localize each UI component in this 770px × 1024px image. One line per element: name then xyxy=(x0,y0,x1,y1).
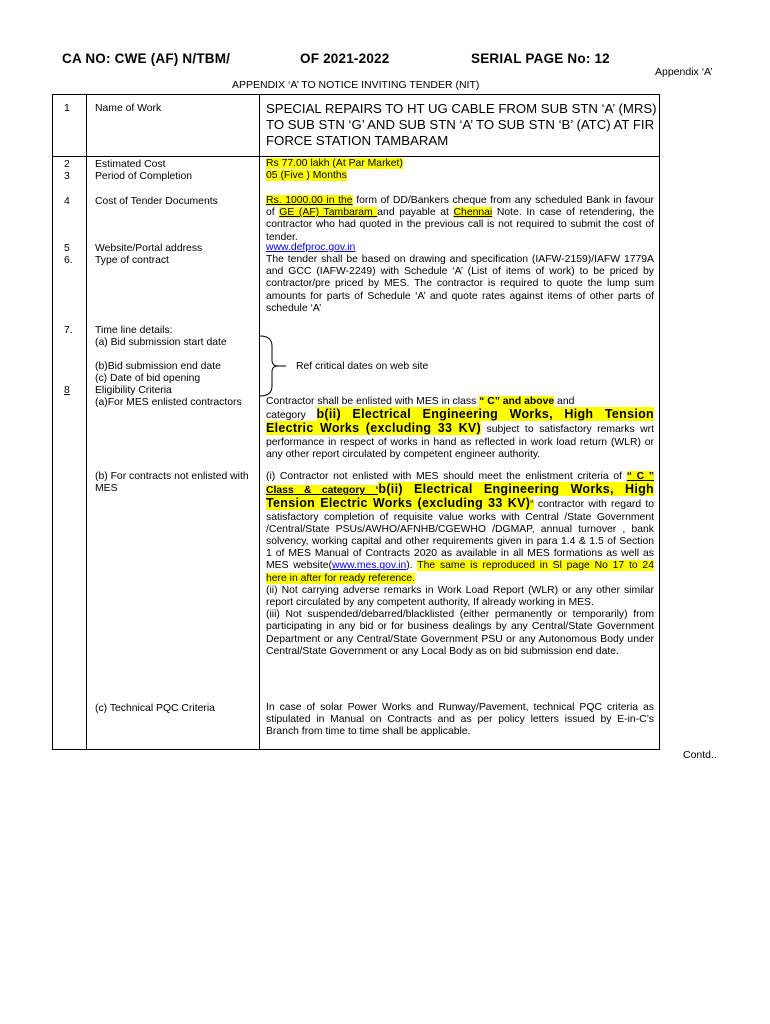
continued-marker: Contd.. xyxy=(683,749,717,761)
quote-mark: “ xyxy=(530,499,534,511)
bid-end-label: (b)Bid submission end date xyxy=(95,361,221,372)
non-mes-label: (b) For contracts not enlisted with MES xyxy=(95,471,249,495)
bid-start-label: (a) Bid submission start date xyxy=(95,337,227,348)
row-label: Eligibility Criteria xyxy=(95,385,172,396)
class-highlight: “ C” and above xyxy=(479,396,555,407)
critical-dates-note: Ref critical dates on web site xyxy=(296,361,429,372)
column-divider xyxy=(86,94,87,749)
ca-number: CA NO: CWE (AF) N/TBM/ xyxy=(62,51,231,66)
row-label: Cost of Tender Documents xyxy=(95,196,218,207)
class-highlight: “ C ” Class & category ‘ xyxy=(266,471,655,497)
mes-website-link[interactable]: www.mes.gov.in xyxy=(332,560,407,572)
completion-period: 05 (Five ) Months xyxy=(266,170,347,181)
tender-fee-amount: Rs. 1000.00 in the xyxy=(266,195,353,206)
row-number: 4 xyxy=(64,196,70,207)
row-divider xyxy=(52,156,660,157)
portal-link[interactable]: www.defproc.gov.in xyxy=(266,242,356,253)
row-number: 3 xyxy=(64,171,70,182)
mes-enlisted-criteria xyxy=(266,396,654,461)
row-number: 7. xyxy=(64,325,73,336)
row-label: Website/Portal address xyxy=(95,243,203,254)
document-subtitle: APPENDIX ‘A’ TO NOTICE INVITING TENDER (NIT) xyxy=(232,79,480,91)
reference-highlight: The same is reproduced in Sl page No 17 to 24 here in after for ready reference. xyxy=(266,560,654,584)
text: form of DD/Bankers cheque from any scheduled Bank in favour of xyxy=(266,195,654,219)
name-of-work: SPECIAL REPAIRS TO HT UG CABLE FROM SUB STN ‘A’ (MRS) TO SUB STN ‘G’ AND SUB STN ‘A’ TO SUB STN ‘B’ (ATC) AT FIR FORCE STATION TAMBARAM xyxy=(266,101,657,148)
row-number xyxy=(64,385,70,397)
row-label: Type of contract xyxy=(95,255,169,266)
row-label: Period of Completion xyxy=(95,171,193,182)
row-label: Name of Work xyxy=(95,103,162,114)
estimated-cost: Rs 77.00 lakh (At Par Market) xyxy=(266,158,403,169)
row-number: 1 xyxy=(64,103,70,114)
row-label: Time line details: xyxy=(95,325,173,336)
text: (iii) Not suspended/debarred/blacklisted (either permanently or temporarily) from participating in any bid or for business dealings by any Central/State Government Department or any Central/State Government PSU or any Autonomous Body under Central/State Government or any Local Body as on bid submission end date. xyxy=(266,609,654,657)
category-highlight: b(ii) Electrical Engineering Works, High Tension Electric Works (excluding 33 KV) xyxy=(266,482,654,511)
non-mes-criteria xyxy=(266,471,654,658)
table-bottom-border xyxy=(52,749,660,750)
row-number: 6. xyxy=(64,255,73,266)
table-top-border xyxy=(52,94,660,95)
text: (i) Contractor not enlisted with MES should meet the enlistment criteria of xyxy=(266,471,627,482)
text: and payable at xyxy=(377,207,454,219)
financial-year: OF 2021-2022 xyxy=(300,51,390,66)
text: subject to satisfactory remarks wrt performance in respect of works in hand as reflected in work load return (WLR) or any other report circulated by competent engineer authority. xyxy=(266,424,654,460)
technical-pqc-label: (c) Technical PQC Criteria xyxy=(95,703,215,714)
text: ). xyxy=(406,560,418,572)
column-divider xyxy=(259,94,260,749)
payable-city: Chennai xyxy=(453,207,493,219)
row-number: 2 xyxy=(64,159,70,170)
tender-document-cost xyxy=(266,195,654,244)
serial-page-number: SERIAL PAGE No: 12 xyxy=(471,51,610,66)
text: Contractor shall be enlisted with MES in class xyxy=(266,396,480,407)
table-right-border xyxy=(659,94,660,749)
row-number-text: 8 xyxy=(64,385,70,396)
text: category xyxy=(266,410,317,422)
text: and xyxy=(554,396,575,407)
right-brace-icon xyxy=(256,334,298,398)
row-label: Estimated Cost xyxy=(95,159,166,170)
text: Note. In case of retendering, the contractor who had quoted in the previous call is not required to submit the cost of tender. xyxy=(266,207,654,243)
technical-pqc-text: In case of solar Power Works and Runway/Pavement, technical PQC criteria as stipulated in Manual on Contracts and as per policy letters issued by E-in-C’s Branch from time to time shall be applicable. xyxy=(266,702,654,738)
appendix-label: Appendix ‘A’ xyxy=(655,66,713,78)
text: contractor with regard to satisfactory completion of requisite value works with Central /State Government /Central/State PSUs/AWHO/AFNHB/CGEWHO /DGMAP, annual turnover , bank solvency, working capital and other requirements given in para 1.4 & 1.5 of Section 1 of MES Manual of Contracts 2020 as available in all MES formations as well as MES website( xyxy=(266,499,655,572)
mes-enlisted-label: (a)For MES enlisted contractors xyxy=(95,397,242,408)
text: (ii) Not carrying adverse remarks in Work Load Report (WLR) or any other similar report circulated by any competent authority, If already working in MES. xyxy=(266,584,654,609)
bid-opening-label: (c) Date of bid opening xyxy=(95,373,201,384)
table-left-border xyxy=(52,94,53,749)
category-highlight: b(ii) Electrical Engineering Works, High Tension Electric Works (excluding 33 KV) xyxy=(266,407,654,436)
payee-name: GE (AF) Tambaram xyxy=(279,207,378,219)
contract-type-text: The tender shall be based on drawing and specification (IAFW-2159)/IAFW 1779A and GCC (IAFW-2249) with Schedule ‘A’ (List of items of work) to be priced by contractor/pre priced by MES. The contractor is required to quote the lump sum amounts for parts of Schedule ‘A’ and quote rates against items of other parts of schedule ‘A’ xyxy=(266,254,654,314)
row-number: 5 xyxy=(64,243,70,254)
